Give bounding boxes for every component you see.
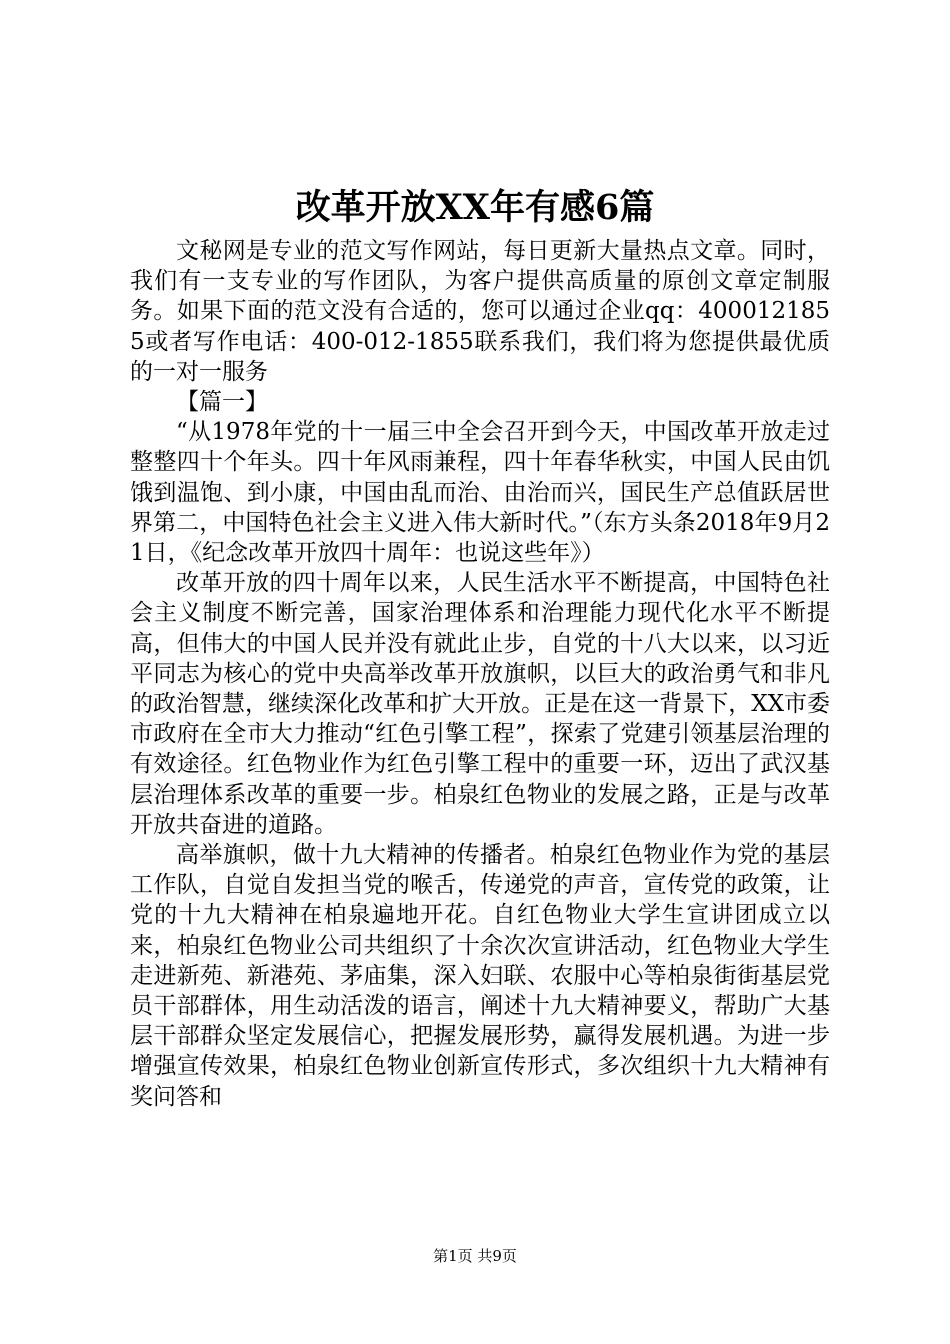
body-paragraph: “从1978年党的十一届三中全会召开到今天，中国改革开放走过整整四十个年头。四十年风雨兼程，四十年春华秋实，中国人民由饥饿到温饱、到小康，中国由乱而治、由治而兴，国民生产总值跃居世界第二，中国特色社会主义进入伟大新时代。”（东方头条2018年9月21日，《纪念改革开放四十周年：也说这些年》） bbox=[130, 419, 830, 567]
body-paragraph: 高举旗帜，做十九大精神的传播者。柏泉红色物业作为党的基层工作队，自觉自发担当党的喉舌，传递党的声音，宣传党的政策，让党的十九大精神在柏泉遍地开花。自红色物业大学生宣讲团成立以来，柏泉红色物业公司共组织了十余次次宣讲活动，红色物业大学生走进新苑、新港苑、茅庙集，深入妇联、农服中心等柏泉街街基层党员干部群体，用生动活泼的语言，阐述十九大精神要义，帮助广大基层干部群众坚定发展信心，把握发展形势，赢得发展机遇。为进一步增强宣传效果，柏泉红色物业创新宣传形式，多次组织十九大精神有奖问答和 bbox=[130, 842, 830, 1110]
document-title: 改革开放XX年有感6篇 bbox=[295, 187, 655, 228]
document-body bbox=[130, 236, 830, 1112]
body-paragraph: 改革开放的四十周年以来，人民生活水平不断提高，中国特色社会主义制度不断完善，国家治理体系和治理能力现代化水平不断提高，但伟大的中国人民并没有就此止步，自党的十八大以来，以习近平同志为核心的党中央高举改革开放旗帜，以巨大的政治勇气和非凡的政治智慧，继续深化改革和扩大开放。正是在这一背景下，XX市委市政府在全市大力推动“红色引擎工程”，探索了党建引领基层治理的有效途径。红色物业作为红色引擎工程中的重要一环，迈出了武汉基层治理体系改革的重要一步。柏泉红色物业的发展之路，正是与改革开放共奋进的道路。 bbox=[130, 570, 830, 838]
page-number-footer: 第1页 共9页 bbox=[433, 1247, 517, 1265]
intro-paragraph: 文秘网是专业的范文写作网站，每日更新大量热点文章。同时，我们有一支专业的写作团队，为客户提供高质量的原创文章定制服务。如果下面的范文没有合适的，您可以通过企业qq：4000121855或者写作电话：400-012-1855联系我们，我们将为您提供最优质的一对一服务 bbox=[130, 238, 830, 385]
section-heading: 【篇一】 bbox=[176, 389, 268, 416]
